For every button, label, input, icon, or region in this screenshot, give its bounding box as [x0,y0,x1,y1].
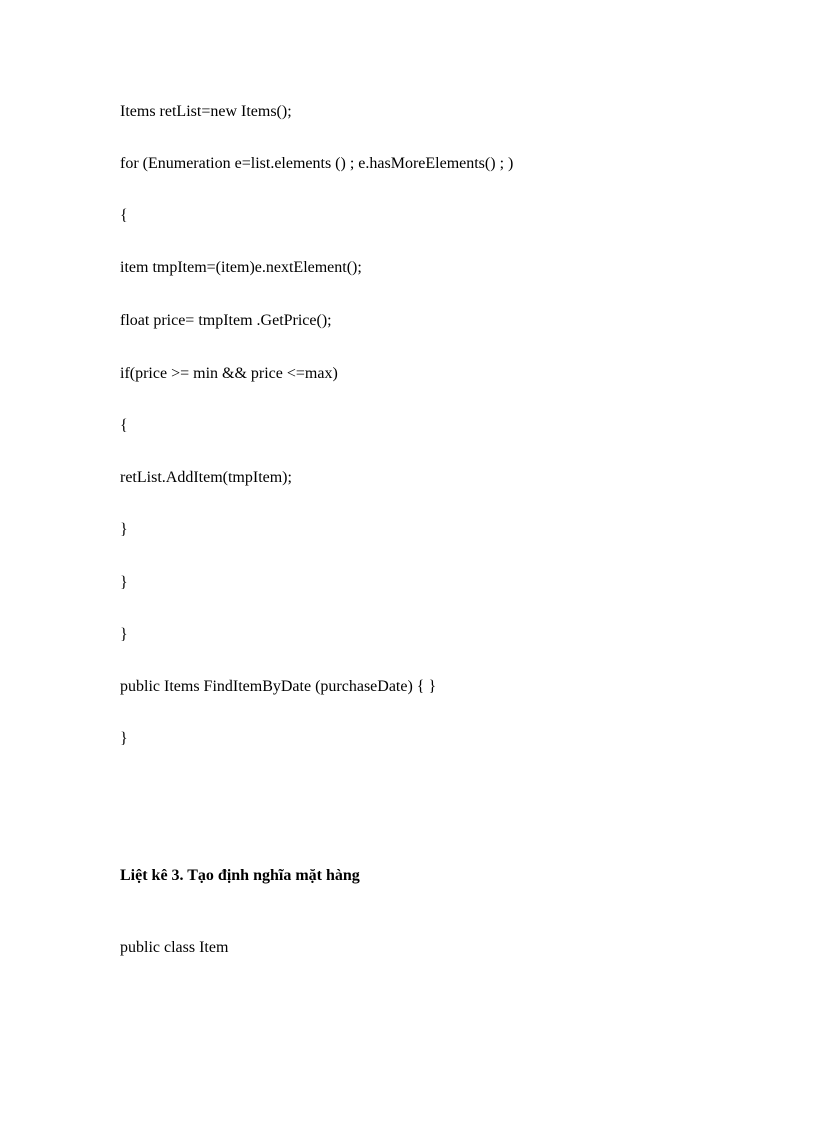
code-line: { [120,417,128,434]
section-heading: Liệt kê 3. Tạo định nghĩa mặt hàng [120,867,360,884]
code-line: for (Enumeration e=list.elements () ; e.hasMoreElements() ; ) [120,155,514,172]
code-line: } [120,521,128,538]
code-line: float price= tmpItem .GetPrice(); [120,312,332,329]
code-line: retList.AddItem(tmpItem); [120,469,292,486]
class-declaration: public class Item [120,939,229,956]
code-line: Items retList=new Items(); [120,103,292,120]
code-line: public Items FindItemByDate (purchaseDate) { } [120,678,437,695]
code-line: } [120,574,128,591]
code-line: item tmpItem=(item)e.nextElement(); [120,259,362,276]
code-line: } [120,626,128,643]
code-line: if(price >= min && price <=max) [120,365,338,382]
code-line: { [120,207,128,224]
code-line: } [120,730,128,747]
